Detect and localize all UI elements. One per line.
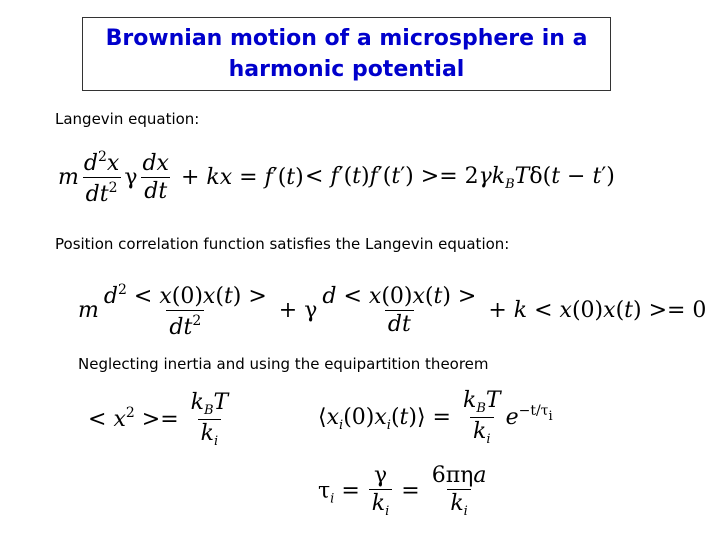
equipartition-equation: < $x^2$ >= $\frac{k_BT}{k_i}$ <box>88 390 229 449</box>
correlation-label: Position correlation function satisfies the Langevin equation: <box>55 235 510 253</box>
title-box <box>82 17 611 91</box>
title-line-2: harmonic potential <box>228 57 465 82</box>
exponential-correlation-equation: $⟨x_i(0)x_i(t)⟩$ = $\frac{k_BT}{k_i}$ $e^{-t/\tau_i}$ <box>318 388 553 447</box>
langevin-label: Langevin equation: <box>55 110 200 128</box>
relaxation-time-equation: $\tau_i$ = $\frac{\gamma}{k_i}$ = $\frac{\text{6πηa}}{k_i}$ <box>318 463 487 519</box>
noise-correlation-equation: < $f'(t)f'(t') >= 2\gamma k_BT\delta(t - t')$ <box>305 164 615 192</box>
title-line-1: Brownian motion of a microsphere in a <box>105 26 588 51</box>
langevin-equation: m $\frac{d^2x}{dt^2}$ γ $\frac{dx}{dt}$ + kx = f′(t) <box>58 149 304 207</box>
correlation-equation: m $\frac{d^2 < x(0)x(t) >}{dt^2}$ + γ $\frac{d < x(0)x(t) >}{dt}$ + k < x(0)x(t) >= 0 <box>78 282 707 340</box>
neglecting-label: Neglecting inertia and using the equipartition theorem <box>78 355 489 373</box>
